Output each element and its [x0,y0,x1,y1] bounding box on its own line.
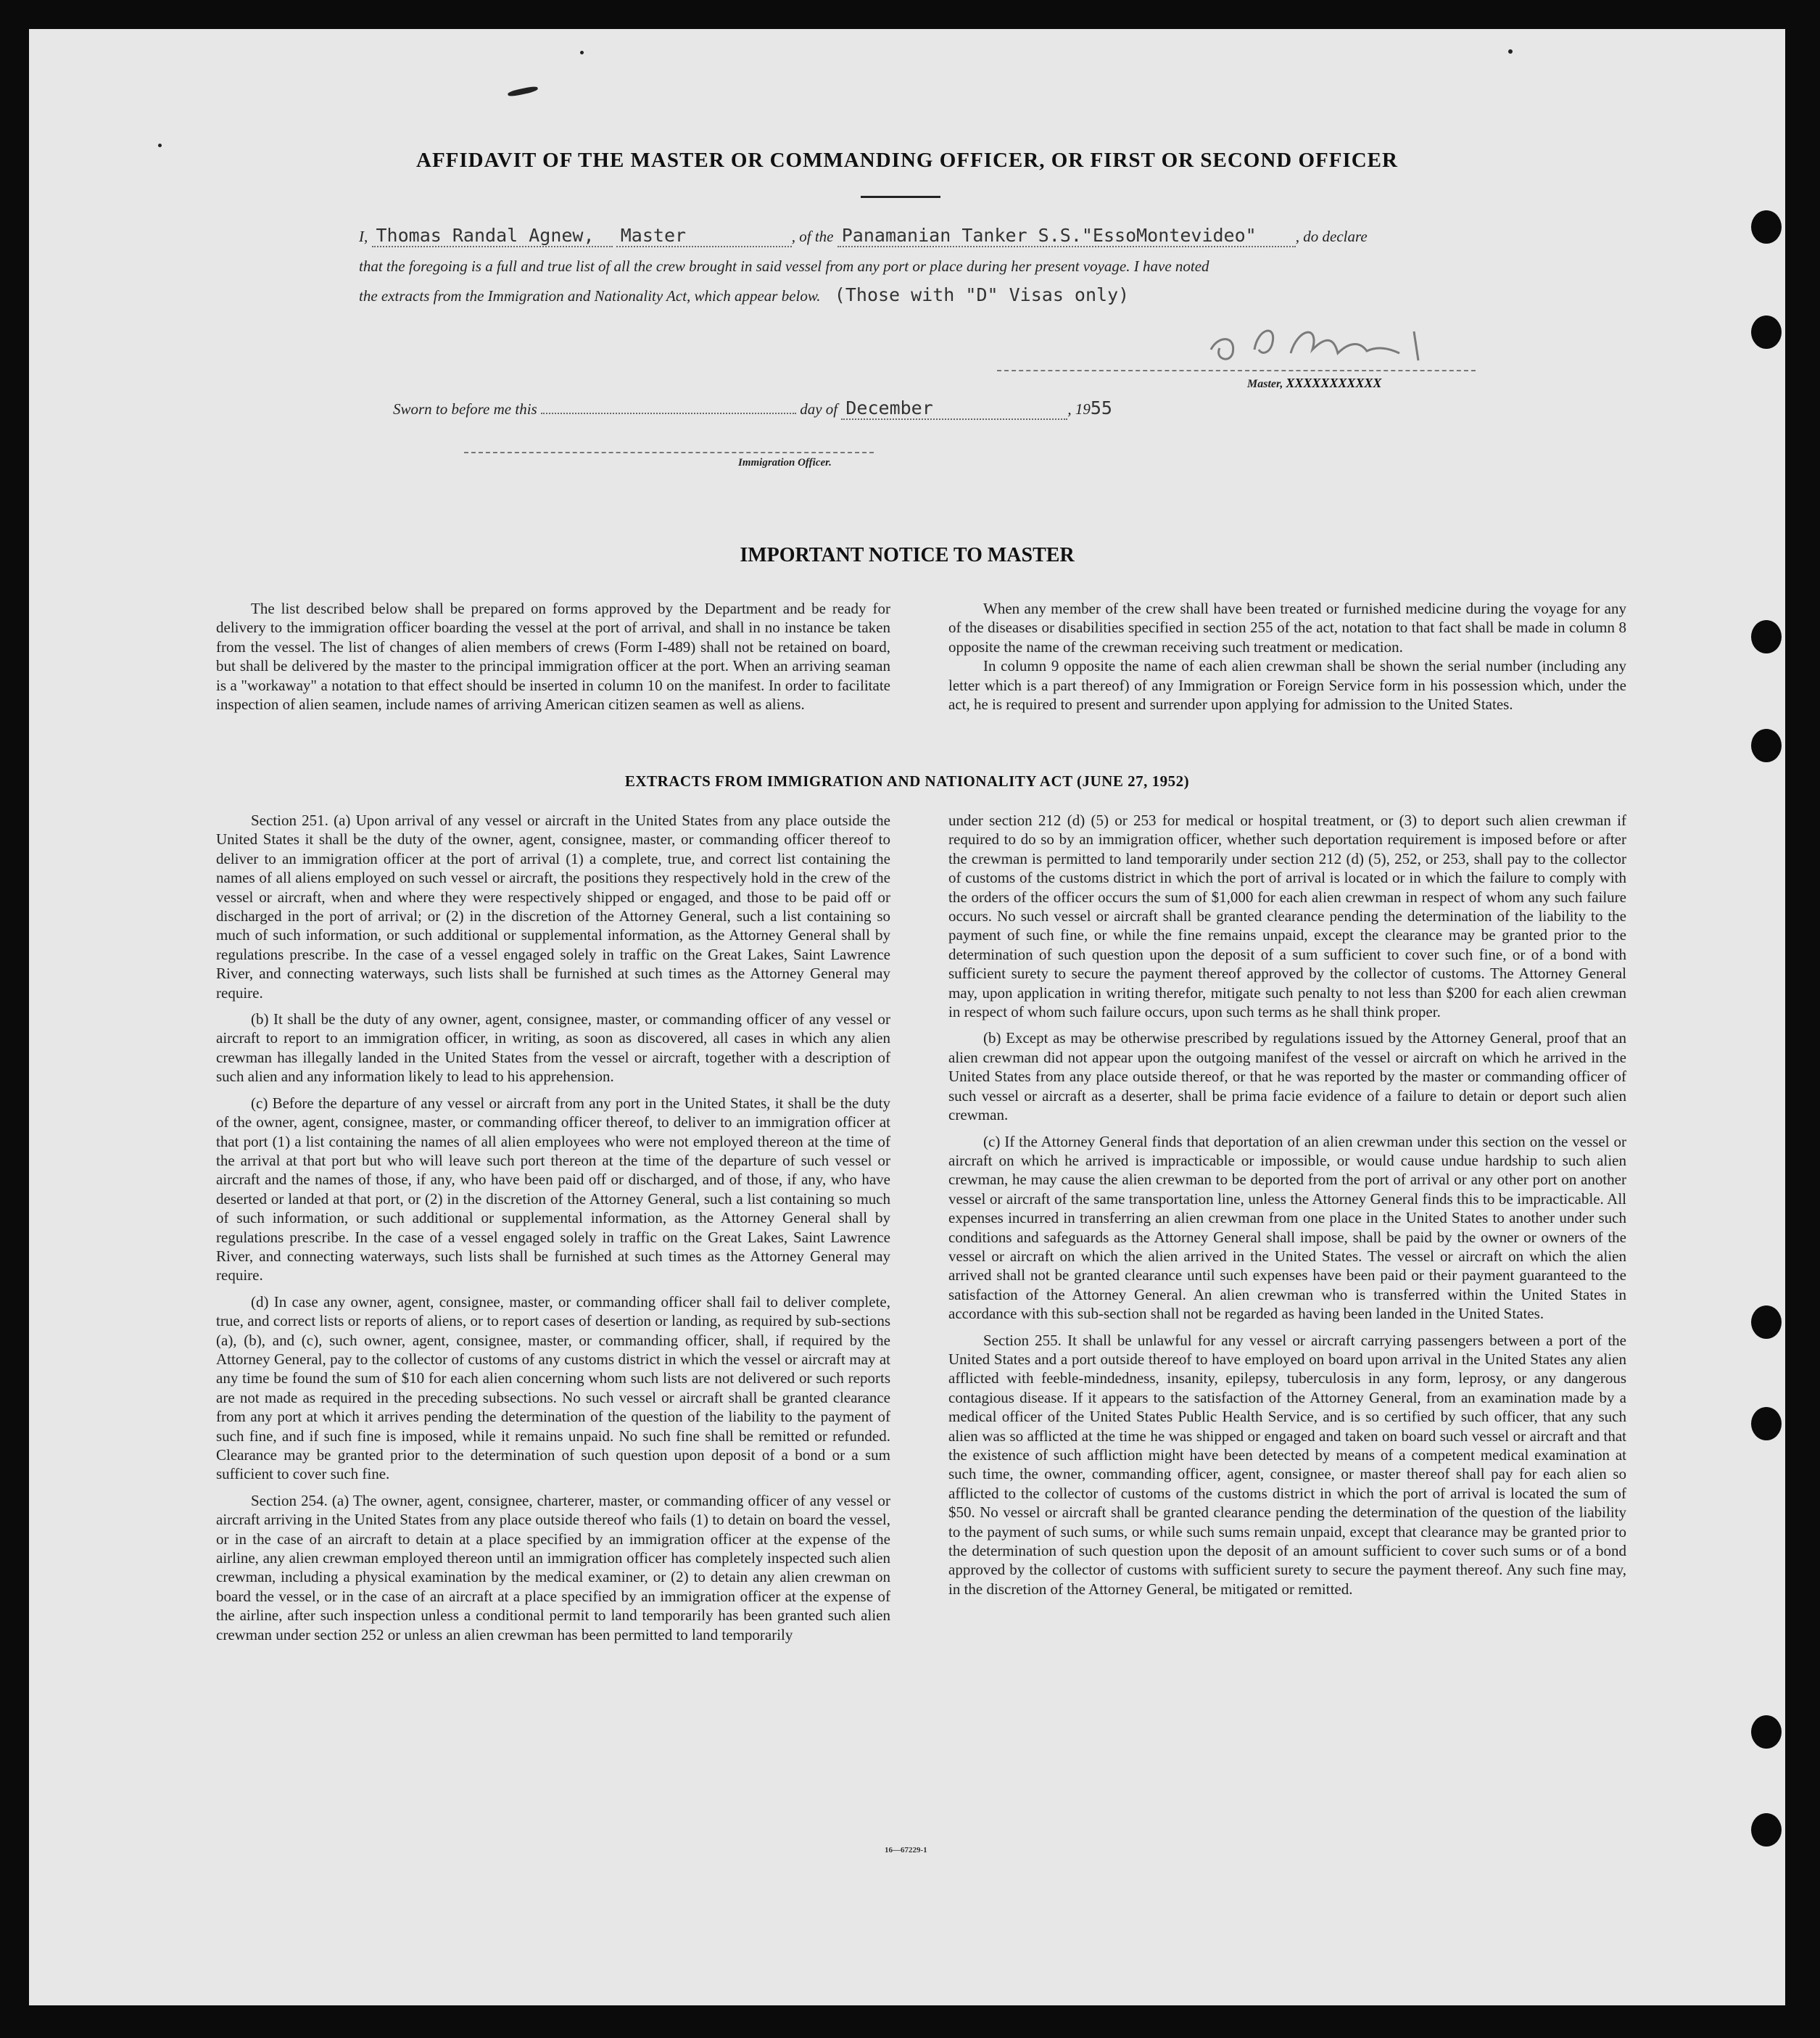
punch-hole [1751,1813,1782,1847]
master-name-field: Thomas Randal Agnew, [372,225,613,247]
statute-paragraph: Section 251. (a) Upon arrival of any vessel or aircraft in the United States from any place outside the United States it shall be the duty of the owner, agent, consignee, master, or commanding officer thereof to deliver to an immigration officer at the port of arrival (1) a complete, true, and correct list containing the names of all aliens employed on such vessel or aircraft, the positions they respectively hold in the crew of the vessel or aircraft, when and where they were respectively shipped or engaged, and those to be paid off or discharged in the port of arrival; or (2) in the discretion of the Attorney General, such a list containing so much of such information, or such additional or supplemental information, as the Attorney General shall by regulations prescribe. In the case of a vessel engaged solely in traffic on the Great Lakes, Saint Lawrence River, and connecting waterways, such lists shall be furnished at such times as the Attorney General may require. [216,812,890,1002]
form-number: 16—67229-1 [885,1846,927,1855]
extracts-left-column [216,811,890,1651]
notice-paragraph: When any member of the crew shall have been treated or furnished medicine during the voyage for any of the diseases or disabilities specified in section 255 of the act, notation to that fact shall be made in column 8 opposite the name of the crewman receiving such treatment or medication. [948,600,1626,656]
year-prefix: , 19 [1067,400,1091,418]
month-field: December [841,397,1067,420]
punch-hole [1751,620,1782,653]
struck-titles: XXXXXXXXXXX [1286,376,1382,390]
punch-hole [1751,315,1782,349]
master-signature-line [997,370,1476,371]
document-page [29,29,1785,2005]
notice-title: IMPORTANT NOTICE TO MASTER [740,544,1075,566]
master-signature-label [1247,376,1381,391]
declaration-line-2: that the foregoing is a full and true list of all the crew brought in said vessel from any port or place during her present voyage. I have noted [359,257,1209,275]
title-rule [861,196,940,198]
scan-speck [158,144,162,147]
declaration-prefix: I, [359,228,368,245]
year-field: 55 [1090,397,1112,418]
notice-left-column [216,599,890,721]
master-signature [1204,313,1465,371]
extracts-title: EXTRACTS FROM IMMIGRATION AND NATIONALITY ACT (JUNE 27, 1952) [624,772,1190,790]
officer-label: Immigration Officer. [738,457,832,469]
notice-paragraph: The list described below shall be prepared on forms approved by the Department and be ready for delivery to the immigration officer boarding the vessel at the port of arrival, and shall in no instance be taken from the vessel. The list of changes of alien members of crews (Form I-489) shall not be retained on board, but shall be delivered by the master to the principal immigration officer at the port. When an arriving seaman is a "workaway" a notation to that effect should be inserted in column 10 on the manifest. In order to facilitate inspection of alien seamen, include names of arriving American citizen seamen as well as aliens. [216,600,890,714]
punch-hole [1751,1407,1782,1440]
sworn-line [393,397,1112,420]
of-the-text: , of the [791,228,834,245]
declaration-line-1 [359,225,1368,247]
sworn-day-field [541,413,796,414]
notice-right-column [948,599,1626,721]
declaration-text: the extracts from the Immigration and Nationality Act, which appear below. [359,287,821,305]
statute-paragraph: (b) It shall be the duty of any owner, agent, consignee, master, or commanding officer of any vessel or aircraft to report to an immigration officer, in writing, as soon as discovered, all cases in which any alien crewman has illegally landed in the United States from the vessel or aircraft, together with a description of such alien and any information likely to lead to his apprehension. [216,1010,890,1086]
punch-hole [1751,1715,1782,1749]
scan-mark [508,86,539,98]
punch-hole [1751,729,1782,762]
extracts-right-column [948,811,1626,1606]
statute-paragraph: (b) Except as may be otherwise prescribed by regulations issued by the Attorney General, proof that an alien crewman did not appear upon the outgoing manifest of the vessel or aircraft on which he arrived in the United States from any place outside thereof, or that he was reported by the master or commanding officer of such vessel or aircraft as a deserter, shall be prima facie evidence of a failure to detain or deport such alien crewman. [948,1029,1626,1124]
do-declare-text: , do declare [1295,228,1368,245]
day-of-text: day of [800,400,838,418]
statute-paragraph: (c) If the Attorney General finds that deportation of an alien crewman under this section on the vessel or aircraft on which he arrived is impracticable or impossible, or would cause undue hardship to such alien crewman, he may cause the alien crewman to be deported from the port of arrival or any other port on another vessel or aircraft of the same transportation line, unless the Attorney General finds this to be impracticable. All expenses incurred in transferring an alien crewman from one place in the United States to another under such conditions and safeguards as the Attorney General shall impose, shall be paid by the owner or owners of the vessel or aircraft on which the alien arrived in the United States. The vessel or aircraft on which the alien arrived shall not be granted clearance until such expenses have been paid or their payment guaranteed to the satisfaction of the Attorney General. An alien crewman who is transferred within the United States in accordance with this sub-section shall not be regarded as having been landed in the United States. [948,1132,1626,1323]
statute-paragraph: Section 255. It shall be unlawful for any vessel or aircraft carrying passengers between a port of the United States and a port outside thereof to have employed on board upon arrival in the United States any alien afflicted with feeble-mindedness, insanity, epilepsy, tuberculosis in any form, leprosy, or any dangerous contagious disease. If it appears to the satisfaction of the Attorney General, from an examination made by a medical officer of the United States Public Health Service, and is so certified by such officer, that any such alien was so afflicted at the time he was shipped or engaged and taken on board such vessel or aircraft and that the existence of such affliction might have been detected by means of a competent medical examination at such time, the owner, commanding officer, agent, consignee, or master thereof shall pay for each alien so afflicted to the collector of customs of the customs district in which the port of arrival is located the sum of $50. No vessel or aircraft shall be granted clearance pending the determination of the question of the liability to the payment of such sums, or while such sums remain unpaid, except that clearance may be granted prior to the determination of such question upon the deposit of an amount sufficient to cover such sums or of a bond approved by the collector of customs with sufficient surety to secure the payment thereof. Any such fine may, in the discretion of the Attorney General, be mitigated or remitted. [948,1331,1626,1598]
punch-hole [1751,1305,1782,1339]
punch-hole [1751,210,1782,244]
sworn-prefix: Sworn to before me this [393,400,537,418]
notice-paragraph: In column 9 opposite the name of each alien crewman shall be shown the serial number (including any letter which is a part thereof) of any Immigration or Foreign Service form in his possession which, under the act, he is required to present and surrender upon applying for admission to the United States. [948,657,1626,714]
officer-signature-line [464,452,874,453]
rank-field: Master [616,225,792,247]
affidavit-title: AFFIDAVIT OF THE MASTER OR COMMANDING OFFICER, OR FIRST OR SECOND OFFICER [416,149,1398,172]
master-label: Master, [1247,378,1283,390]
statute-paragraph: (c) Before the departure of any vessel or aircraft from any port in the United States, it shall be the duty of the owner, agent, consignee, master, or commanding officer thereof, to deliver to an immigration officer at that port (1) a list containing the names of all alien employees who were not employed thereon at the time of the arrival at that port but who will leave such port thereon at the time of the departure of such vessel or aircraft and the names of those, if any, who have been paid off or discharged, and of those, if any, who have deserted or landed at that port, or (2) in the discretion of the Attorney General, such a list containing so much of such information, or such additional or supplemental information, as the Attorney General shall by regulations prescribe. In the case of a vessel engaged solely in traffic on the Great Lakes, Saint Lawrence River, and connecting waterways, such lists shall be furnished at such times as the Attorney General may require. [216,1094,890,1284]
scan-speck [580,51,584,54]
statute-paragraph: (d) In case any owner, agent, consignee, master, or commanding officer shall fail to deliver complete, true, and correct lists or reports of aliens, or to report cases of desertion or landing, as required by sub-sections (a), (b), and (c), such owner, agent, consignee, master, or commanding officer, shall, if required by the Attorney General, pay to the collector of customs of any customs district in which the vessel or aircraft may at any time be found the sum of $10 for each alien concerning whom such lists are not delivered or such reports are not made as required in the preceding subsections. No such vessel or aircraft shall be granted clearance from any port at which it arrives pending the determination of the question of the liability to the payment of such fine, and if such fine is imposed, while it remains unpaid. No such fine shall be remitted or refunded. Clearance may be granted prior to the determination of such question upon deposit of a bond or a sum sufficient to cover such fine. [216,1292,890,1483]
scan-speck [1508,49,1513,54]
vessel-field: Panamanian Tanker S.S."EssoMontevideo" [837,225,1296,247]
statute-paragraph: Section 254. (a) The owner, agent, consignee, charterer, master, or commanding officer of any vessel or aircraft arriving in the United States from any place outside thereof who fails (1) to detain on board the vessel, or in the case of an aircraft to detain at a place specified by an immigration officer at the expense of the airline, any alien crewman employed thereon until an immigration officer has completely inspected such alien crewman, including a physical examination by the medical examiner, or (2) to detain any alien crewman on board the vessel, or in the case of an aircraft at a place specified by an immigration officer at the expense of the airline, after such inspection unless a conditional permit to land temporarily has been granted such alien crewman under section 252 or unless an alien crewman has been permitted to land temporarily [216,1491,890,1643]
declaration-line-3 [359,284,1129,305]
statute-paragraph: under section 212 (d) (5) or 253 for medical or hospital treatment, or (3) to deport such alien crewman if required to do so by an immigration officer, whether such deportation requirement is imposed before or after the crewman is permitted to land temporarily under section 212 (d) (5), 252, or 253, shall pay to the collector of customs of the customs district in which the port of arrival is located or in which the failure to comply with the orders of the officer occurs the sum of $1,000 for each alien crewman in respect of whom any such failure occurs. No such vessel or aircraft shall be granted clearance pending the determination of the liability to the payment of such fine, or while the fine remains unpaid, except the clearance may be granted prior to the determination of such question upon the deposit of a sum sufficient to cover such fine, or of a bond with sufficient surety to secure the payment thereof approved by the collector of customs. The Attorney General may, upon application in writing therefor, mitigate such penalty to not less than $200 for each alien crewman in respect of whom such failure occurs, upon such terms as he shall think proper. [948,812,1626,1021]
visa-note: (Those with "D" Visas only) [834,284,1130,305]
